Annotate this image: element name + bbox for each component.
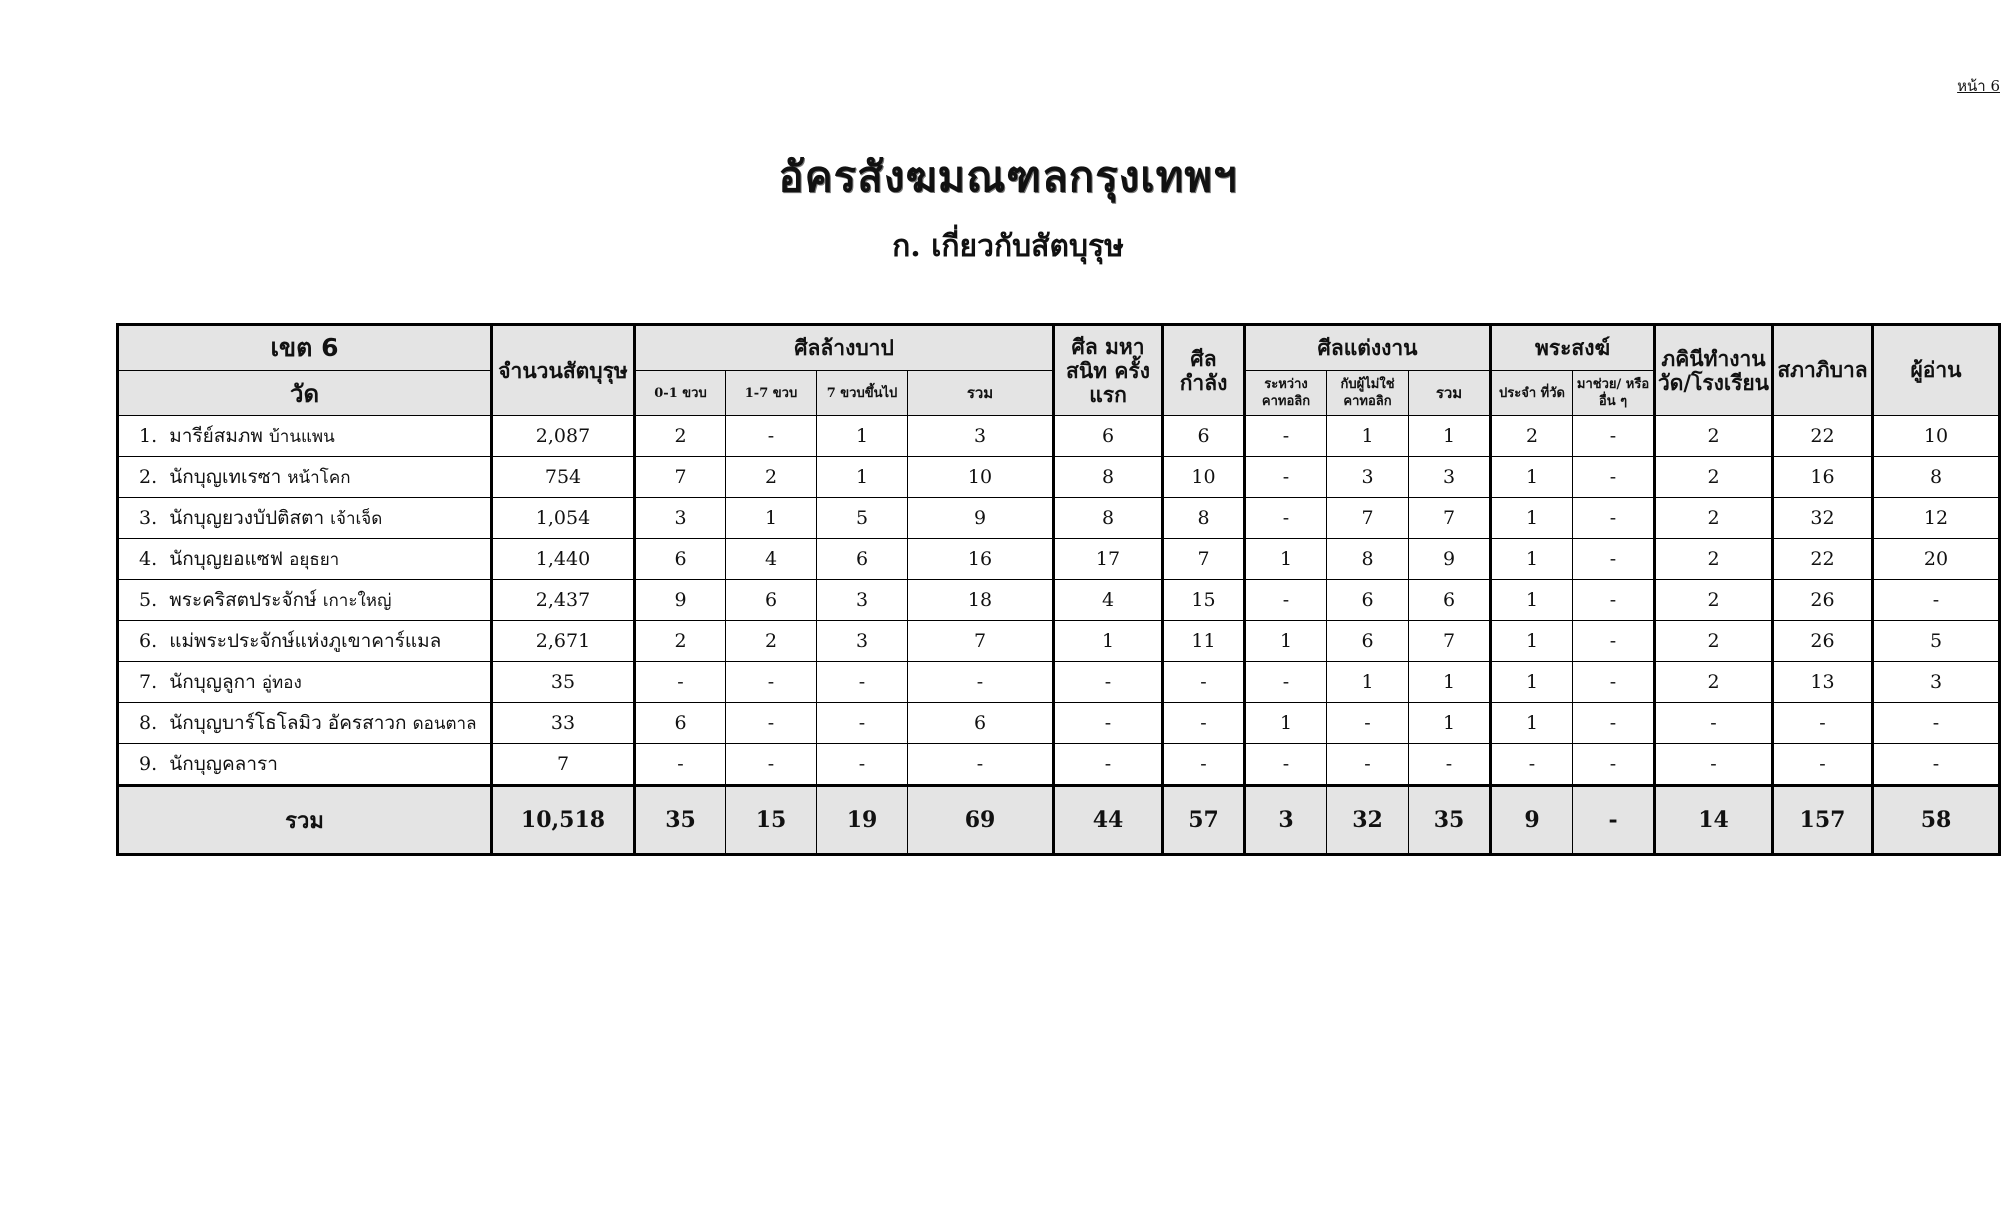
baptism-0-1-cell: 6 bbox=[635, 539, 726, 580]
confirmation-header: ศีล กำลัง bbox=[1163, 325, 1245, 416]
marriage-catholic-cell: - bbox=[1245, 744, 1327, 786]
total-baptism-total: 69 bbox=[908, 786, 1054, 855]
sisters-cell: 2 bbox=[1655, 580, 1773, 621]
baptism-total-cell: 6 bbox=[908, 703, 1054, 744]
baptism-total-cell: - bbox=[908, 662, 1054, 703]
confirmation-cell: 11 bbox=[1163, 621, 1245, 662]
sisters-cell: 2 bbox=[1655, 539, 1773, 580]
marriage-mixed-cell: 6 bbox=[1327, 621, 1409, 662]
baptism-1-7-cell: - bbox=[726, 416, 817, 457]
total-row bbox=[118, 786, 2000, 855]
priests-visiting-cell: - bbox=[1573, 539, 1655, 580]
marriage-total-cell: 1 bbox=[1409, 416, 1491, 457]
row-number: 4. bbox=[139, 548, 158, 570]
page-number: หน้า 6 bbox=[1957, 77, 2000, 95]
sisters-cell: - bbox=[1655, 744, 1773, 786]
first-communion-cell: 8 bbox=[1054, 457, 1163, 498]
sisters-cell: 2 bbox=[1655, 498, 1773, 539]
marriage-mixed-cell: - bbox=[1327, 703, 1409, 744]
council-cell: 26 bbox=[1773, 621, 1873, 662]
marriage-mixed-cell: 6 bbox=[1327, 580, 1409, 621]
priests-visiting-cell: - bbox=[1573, 703, 1655, 744]
total-priests-resident: 9 bbox=[1491, 786, 1573, 855]
baptism-7-up-cell: 1 bbox=[817, 416, 908, 457]
parish-location: อู่ทอง bbox=[261, 673, 302, 693]
baptism-0-1-cell: - bbox=[635, 662, 726, 703]
council-cell: 22 bbox=[1773, 416, 1873, 457]
baptism-total-cell: 10 bbox=[908, 457, 1054, 498]
row-number: 3. bbox=[139, 507, 158, 529]
council-cell: 26 bbox=[1773, 580, 1873, 621]
priests-resident-cell: 1 bbox=[1491, 539, 1573, 580]
baptism-total-header: รวม bbox=[908, 371, 1054, 416]
baptism-1-7-cell: 1 bbox=[726, 498, 817, 539]
council-cell: - bbox=[1773, 703, 1873, 744]
priests-resident-cell: 1 bbox=[1491, 580, 1573, 621]
council-cell: 13 bbox=[1773, 662, 1873, 703]
marriage-mixed-cell: 8 bbox=[1327, 539, 1409, 580]
faithful-cell: 1,440 bbox=[492, 539, 635, 580]
row-number: 8. bbox=[139, 712, 158, 734]
baptism-1-7-cell: 2 bbox=[726, 457, 817, 498]
total-priests-visiting: - bbox=[1573, 786, 1655, 855]
faithful-cell: 1,054 bbox=[492, 498, 635, 539]
row-number: 6. bbox=[139, 630, 158, 652]
table-row bbox=[118, 457, 2000, 498]
row-number: 5. bbox=[139, 589, 158, 611]
parish-location: เกาะใหญ่ bbox=[322, 591, 392, 611]
priests-header: พระสงฆ์ bbox=[1491, 325, 1655, 371]
marriage-catholic-cell: - bbox=[1245, 580, 1327, 621]
readers-cell: 5 bbox=[1873, 621, 2000, 662]
readers-cell: - bbox=[1873, 580, 2000, 621]
document-title: อัครสังฆมณฑลกรุงเทพฯ bbox=[778, 152, 1238, 201]
marriage-header: ศีลแต่งงาน bbox=[1245, 325, 1491, 371]
parish-name-cell bbox=[118, 539, 492, 580]
total-label: รวม bbox=[118, 786, 492, 855]
table-body bbox=[118, 416, 2000, 786]
table-footer bbox=[118, 786, 2000, 855]
baptism-0-1-cell: 3 bbox=[635, 498, 726, 539]
total-marriage-catholic: 3 bbox=[1245, 786, 1327, 855]
confirmation-cell: - bbox=[1163, 744, 1245, 786]
confirmation-cell: - bbox=[1163, 662, 1245, 703]
table-row bbox=[118, 498, 2000, 539]
baptism-total-cell: 7 bbox=[908, 621, 1054, 662]
total-readers: 58 bbox=[1873, 786, 2000, 855]
confirmation-cell: 10 bbox=[1163, 457, 1245, 498]
first-communion-cell: - bbox=[1054, 703, 1163, 744]
priests-resident-cell: 1 bbox=[1491, 498, 1573, 539]
first-communion-cell: 17 bbox=[1054, 539, 1163, 580]
total-marriage-total: 35 bbox=[1409, 786, 1491, 855]
readers-cell: - bbox=[1873, 744, 2000, 786]
marriage-catholic-cell: - bbox=[1245, 457, 1327, 498]
total-first-communion: 44 bbox=[1054, 786, 1163, 855]
marriage-mixed-cell: 7 bbox=[1327, 498, 1409, 539]
council-cell: 32 bbox=[1773, 498, 1873, 539]
parish-name-cell bbox=[118, 498, 492, 539]
parish-name: นักบุญบาร์โธโลมิว อัครสาวก bbox=[169, 712, 407, 734]
marriage-mixed-cell: 1 bbox=[1327, 662, 1409, 703]
sisters-cell: 2 bbox=[1655, 416, 1773, 457]
row-number: 2. bbox=[139, 466, 158, 488]
zone-number: 6 bbox=[321, 333, 339, 362]
priests-visiting-cell: - bbox=[1573, 744, 1655, 786]
table-row bbox=[118, 703, 2000, 744]
document-subtitle: ก. เกี่ยวกับสัตบุรุษ bbox=[892, 229, 1124, 264]
first-communion-cell: - bbox=[1054, 744, 1163, 786]
priests-visiting-cell: - bbox=[1573, 580, 1655, 621]
faithful-cell: 2,437 bbox=[492, 580, 635, 621]
first-communion-cell: 1 bbox=[1054, 621, 1163, 662]
sisters-cell: 2 bbox=[1655, 662, 1773, 703]
row-number: 1. bbox=[139, 425, 158, 447]
parish-name-cell bbox=[118, 621, 492, 662]
faithful-cell: 33 bbox=[492, 703, 635, 744]
baptism-7-up-cell: 5 bbox=[817, 498, 908, 539]
parish-name-cell bbox=[118, 703, 492, 744]
marriage-catholic-header: ระหว่าง คาทอลิก bbox=[1245, 371, 1327, 416]
parish-name: แม่พระประจักษ์แห่งภูเขาคาร์แมล bbox=[169, 630, 442, 652]
priests-resident-cell: 1 bbox=[1491, 703, 1573, 744]
marriage-total-cell: 7 bbox=[1409, 498, 1491, 539]
priests-visiting-cell: - bbox=[1573, 416, 1655, 457]
table-row bbox=[118, 621, 2000, 662]
parish-name-cell bbox=[118, 744, 492, 786]
parish-name: นักบุญยวงบัปติสตา bbox=[169, 507, 325, 529]
parish-location: เจ้าเจ็ด bbox=[330, 509, 383, 529]
baptism-0-1-cell: - bbox=[635, 744, 726, 786]
row-number: 9. bbox=[139, 753, 158, 775]
faithful-count-header: จำนวนสัตบุรุษ bbox=[492, 325, 635, 416]
readers-cell: - bbox=[1873, 703, 2000, 744]
baptism-total-cell: - bbox=[908, 744, 1054, 786]
table-row bbox=[118, 662, 2000, 703]
marriage-total-cell: 7 bbox=[1409, 621, 1491, 662]
readers-cell: 12 bbox=[1873, 498, 2000, 539]
baptism-0-1-cell: 6 bbox=[635, 703, 726, 744]
faithful-cell: 35 bbox=[492, 662, 635, 703]
total-sisters: 14 bbox=[1655, 786, 1773, 855]
baptism-7-up-cell: 6 bbox=[817, 539, 908, 580]
baptism-7-up-header: 7 ขวบขึ้นไป bbox=[817, 371, 908, 416]
marriage-total-header: รวม bbox=[1409, 371, 1491, 416]
priests-resident-cell: - bbox=[1491, 744, 1573, 786]
parish-location: บ้านแพน bbox=[268, 427, 335, 447]
readers-cell: 20 bbox=[1873, 539, 2000, 580]
table-header bbox=[118, 325, 2000, 416]
parish-name: นักบุญคลารา bbox=[169, 753, 278, 775]
baptism-1-7-cell: 2 bbox=[726, 621, 817, 662]
table-row bbox=[118, 539, 2000, 580]
total-baptism-0-1: 35 bbox=[635, 786, 726, 855]
marriage-total-cell: 3 bbox=[1409, 457, 1491, 498]
sisters-cell: 2 bbox=[1655, 457, 1773, 498]
parish-name: นักบุญเทเรซา bbox=[169, 466, 282, 488]
baptism-7-up-cell: - bbox=[817, 662, 908, 703]
baptism-header: ศีลล้างบาป bbox=[635, 325, 1054, 371]
marriage-catholic-cell: - bbox=[1245, 662, 1327, 703]
faithful-cell: 2,671 bbox=[492, 621, 635, 662]
baptism-total-cell: 18 bbox=[908, 580, 1054, 621]
baptism-1-7-cell: - bbox=[726, 744, 817, 786]
confirmation-cell: 15 bbox=[1163, 580, 1245, 621]
sisters-cell: 2 bbox=[1655, 621, 1773, 662]
table-row bbox=[118, 744, 2000, 786]
baptism-total-cell: 3 bbox=[908, 416, 1054, 457]
parish-name-cell bbox=[118, 580, 492, 621]
total-baptism-1-7: 15 bbox=[726, 786, 817, 855]
total-faithful: 10,518 bbox=[492, 786, 635, 855]
baptism-7-up-cell: - bbox=[817, 703, 908, 744]
marriage-total-cell: - bbox=[1409, 744, 1491, 786]
marriage-mixed-cell: 1 bbox=[1327, 416, 1409, 457]
baptism-7-up-cell: 3 bbox=[817, 580, 908, 621]
parish-header: วัด bbox=[118, 371, 492, 416]
confirmation-cell: 7 bbox=[1163, 539, 1245, 580]
first-communion-cell: 6 bbox=[1054, 416, 1163, 457]
first-communion-cell: 8 bbox=[1054, 498, 1163, 539]
baptism-1-7-cell: - bbox=[726, 662, 817, 703]
confirmation-cell: 6 bbox=[1163, 416, 1245, 457]
confirmation-cell: - bbox=[1163, 703, 1245, 744]
marriage-catholic-cell: - bbox=[1245, 498, 1327, 539]
priests-visiting-cell: - bbox=[1573, 662, 1655, 703]
zone-header bbox=[118, 325, 492, 371]
first-communion-header: ศีล มหาสนิท ครั้งแรก bbox=[1054, 325, 1163, 416]
baptism-total-cell: 9 bbox=[908, 498, 1054, 539]
readers-cell: 3 bbox=[1873, 662, 2000, 703]
parish-name-cell bbox=[118, 416, 492, 457]
parish-location: อยุธยา bbox=[289, 550, 340, 570]
priests-visiting-cell: - bbox=[1573, 457, 1655, 498]
baptism-1-7-cell: 6 bbox=[726, 580, 817, 621]
marriage-total-cell: 1 bbox=[1409, 703, 1491, 744]
faithful-cell: 754 bbox=[492, 457, 635, 498]
council-cell: 22 bbox=[1773, 539, 1873, 580]
baptism-1-7-header: 1-7 ขวบ bbox=[726, 371, 817, 416]
statistics-table bbox=[116, 323, 2001, 856]
council-cell: - bbox=[1773, 744, 1873, 786]
marriage-total-cell: 1 bbox=[1409, 662, 1491, 703]
priests-visiting-cell: - bbox=[1573, 498, 1655, 539]
baptism-0-1-cell: 9 bbox=[635, 580, 726, 621]
total-council: 157 bbox=[1773, 786, 1873, 855]
marriage-catholic-cell: 1 bbox=[1245, 703, 1327, 744]
baptism-1-7-cell: - bbox=[726, 703, 817, 744]
marriage-catholic-cell: - bbox=[1245, 416, 1327, 457]
readers-cell: 10 bbox=[1873, 416, 2000, 457]
parish-name-cell bbox=[118, 457, 492, 498]
baptism-0-1-cell: 2 bbox=[635, 416, 726, 457]
marriage-total-cell: 6 bbox=[1409, 580, 1491, 621]
table-row bbox=[118, 580, 2000, 621]
first-communion-cell: 4 bbox=[1054, 580, 1163, 621]
priests-visiting-cell: - bbox=[1573, 621, 1655, 662]
baptism-1-7-cell: 4 bbox=[726, 539, 817, 580]
faithful-cell: 7 bbox=[492, 744, 635, 786]
parish-name: นักบุญยอแซฟ bbox=[169, 548, 284, 570]
sisters-header: ภคินีทำงาน วัด/โรงเรียน bbox=[1655, 325, 1773, 416]
readers-header: ผู้อ่าน bbox=[1873, 325, 2000, 416]
zone-label: เขต bbox=[270, 333, 313, 362]
baptism-7-up-cell: 3 bbox=[817, 621, 908, 662]
row-number: 7. bbox=[139, 671, 158, 693]
baptism-7-up-cell: 1 bbox=[817, 457, 908, 498]
faithful-cell: 2,087 bbox=[492, 416, 635, 457]
marriage-mixed-cell: - bbox=[1327, 744, 1409, 786]
priests-resident-cell: 1 bbox=[1491, 457, 1573, 498]
parish-location: ดอนตาล bbox=[412, 714, 477, 734]
priests-resident-cell: 2 bbox=[1491, 416, 1573, 457]
parish-name-cell bbox=[118, 662, 492, 703]
table-row bbox=[118, 416, 2000, 457]
marriage-catholic-cell: 1 bbox=[1245, 621, 1327, 662]
total-confirmation: 57 bbox=[1163, 786, 1245, 855]
total-baptism-7-up: 19 bbox=[817, 786, 908, 855]
baptism-total-cell: 16 bbox=[908, 539, 1054, 580]
parish-name: นักบุญลูกา bbox=[169, 671, 256, 693]
marriage-mixed-cell: 3 bbox=[1327, 457, 1409, 498]
sisters-cell: - bbox=[1655, 703, 1773, 744]
priests-resident-header: ประจำ ที่วัด bbox=[1491, 371, 1573, 416]
baptism-7-up-cell: - bbox=[817, 744, 908, 786]
readers-cell: 8 bbox=[1873, 457, 2000, 498]
baptism-0-1-header: 0-1 ขวบ bbox=[635, 371, 726, 416]
parish-location: หน้าโคก bbox=[287, 468, 351, 488]
confirmation-cell: 8 bbox=[1163, 498, 1245, 539]
marriage-mixed-header: กับผู้ไม่ใช่ คาทอลิก bbox=[1327, 371, 1409, 416]
baptism-0-1-cell: 2 bbox=[635, 621, 726, 662]
priests-resident-cell: 1 bbox=[1491, 621, 1573, 662]
council-header: สภาภิบาล bbox=[1773, 325, 1873, 416]
baptism-0-1-cell: 7 bbox=[635, 457, 726, 498]
marriage-total-cell: 9 bbox=[1409, 539, 1491, 580]
first-communion-cell: - bbox=[1054, 662, 1163, 703]
priests-resident-cell: 1 bbox=[1491, 662, 1573, 703]
marriage-catholic-cell: 1 bbox=[1245, 539, 1327, 580]
parish-name: มารีย์สมภพ bbox=[169, 425, 263, 447]
council-cell: 16 bbox=[1773, 457, 1873, 498]
priests-visiting-header: มาช่วย/ หรืออื่น ๆ bbox=[1573, 371, 1655, 416]
total-marriage-mixed: 32 bbox=[1327, 786, 1409, 855]
parish-name: พระคริสตประจักษ์ bbox=[169, 589, 317, 611]
